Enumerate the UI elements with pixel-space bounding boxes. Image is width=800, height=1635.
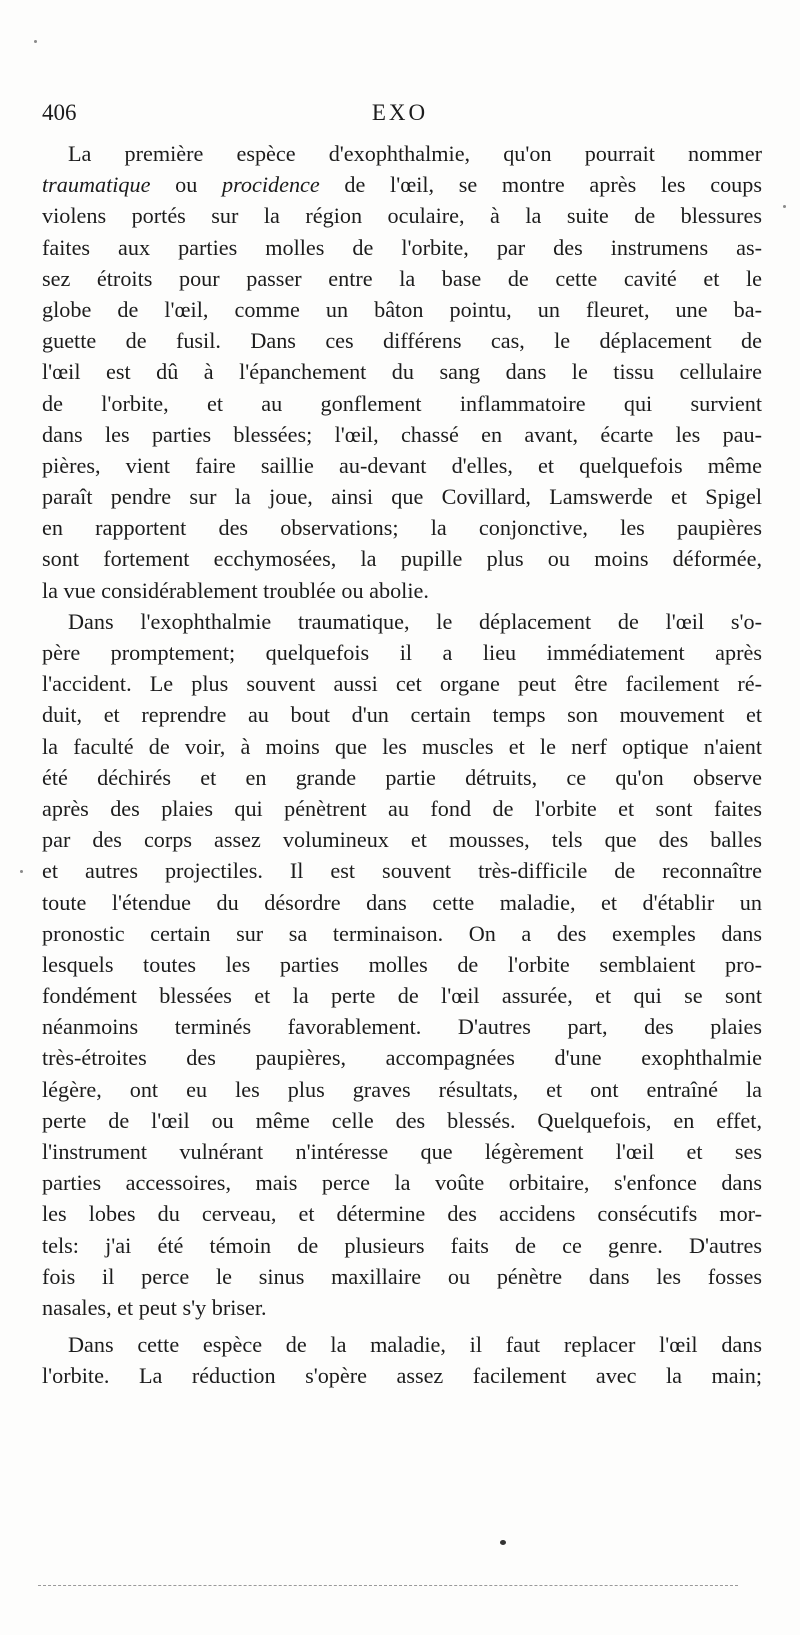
text-line: l'instrument vulnérant n'intéresse que légèrement l'œil et ses — [42, 1139, 762, 1164]
text-line: parties accessoires, mais perce la voûte orbitaire, s'enfonce dans — [42, 1170, 762, 1196]
text-line: légère, ont eu les plus graves résultats, et ont entraîné la — [42, 1076, 762, 1102]
body-text — [42, 138, 762, 1392]
paragraph-3 — [42, 1329, 762, 1391]
text-line: duit, et reprendre au bout d'un certain temps son mouvement et — [42, 702, 762, 728]
text-line: sez étroits pour passer entre la base de cette cavité et le — [42, 265, 762, 291]
text-line: très-étroites des paupières, accompagnées d'une exophthalmie — [42, 1045, 762, 1071]
scan-speck — [20, 870, 23, 873]
scan-speck — [500, 1540, 506, 1545]
text-line: toute l'étendue du désordre dans cette maladie, et d'établir un — [42, 889, 762, 915]
text-line: par des corps assez volumineux et mousses, tels que des balles — [42, 827, 762, 853]
text-line: violens portés sur la région oculaire, à la suite de blessures — [42, 203, 762, 229]
text-line: dans les parties blessées; l'œil, chassé en avant, écarte les pau- — [42, 421, 762, 447]
text-line: Dans l'exophthalmie traumatique, le déplacement de l'œil s'o- — [68, 608, 762, 634]
text-line: perte de l'œil ou même celle des blessés. Quelquefois, en effet, — [42, 1107, 762, 1133]
text-line: l'œil est dû à l'épanchement du sang dans le tissu cellulaire — [42, 359, 762, 385]
text-line: guette de fusil. Dans ces différens cas, le déplacement de — [42, 328, 762, 354]
page-number: 406 — [42, 100, 77, 125]
text-line: en rapportent des observations; la conjonctive, les paupières — [42, 515, 762, 541]
text-line: de l'orbite, et au gonflement inflammatoire qui survient — [42, 390, 762, 416]
text-line: la faculté de voir, à moins que les muscles et le nerf optique n'aient — [42, 733, 762, 759]
text-line: fois il perce le sinus maxillaire ou pénètre dans les fosses — [42, 1263, 762, 1289]
italic-term: traumatique — [42, 172, 151, 198]
text-line: l'orbite. La réduction s'opère assez facilement avec la main; — [42, 1363, 762, 1389]
text-line: la vue considérablement troublée ou abolie. — [42, 577, 429, 603]
paragraph-1 — [42, 138, 762, 606]
text-line: Dans cette espèce de la maladie, il faut replacer l'œil dans — [68, 1332, 762, 1358]
text-line: père promptement; quelquefois il a lieu immédiatement après — [42, 640, 762, 665]
text-line: après des plaies qui pénètrent au fond de l'orbite et sont faites — [42, 795, 762, 821]
text-fragment: ou — [150, 172, 222, 198]
text-line: paraît pendre sur la joue, ainsi que Covillard, Lamswerde et Spigel — [42, 484, 762, 510]
text-line: pières, vient faire saillie au-devant d'elles, et quelquefois même — [42, 452, 762, 478]
text-line: et autres projectiles. Il est souvent très-difficile de reconnaître — [42, 858, 762, 884]
text-line: La première espèce d'exophthalmie, qu'on pourrait nommer — [68, 141, 762, 166]
text-line — [42, 169, 762, 200]
text-line: pronostic certain sur sa terminaison. On a des exemples dans — [42, 920, 762, 946]
scan-noise-line — [38, 1585, 738, 1586]
text-line: nasales, et peut s'y briser. — [42, 1294, 267, 1320]
text-line: fondément blessées et la perte de l'œil assurée, et qui se sont — [42, 983, 762, 1009]
text-line: été déchirés et en grande partie détruits, ce qu'on observe — [42, 764, 762, 790]
text-line: les lobes du cerveau, et détermine des accidens consécutifs mor- — [42, 1201, 762, 1227]
text-line: néanmoins terminés favorablement. D'autres part, des plaies — [42, 1014, 762, 1040]
text-line: sont fortement ecchymosées, la pupille plus ou moins déformée, — [42, 546, 762, 572]
paragraph-2 — [42, 606, 762, 1323]
text-fragment: de l'œil, se montre après les coups — [319, 172, 762, 198]
text-line: tels: j'ai été témoin de plusieurs faits de ce genre. D'autres — [42, 1232, 762, 1258]
running-head — [42, 100, 758, 132]
scan-speck — [34, 40, 37, 43]
text-line: l'accident. Le plus souvent aussi cet organe peut être facilement ré- — [42, 671, 762, 697]
text-line: lesquels toutes les parties molles de l'orbite semblaient pro- — [42, 951, 762, 977]
text-line: globe de l'œil, comme un bâton pointu, un fleuret, une ba- — [42, 296, 762, 322]
text-line: faites aux parties molles de l'orbite, par des instrumens as- — [42, 234, 762, 260]
running-title: EXO — [371, 100, 429, 125]
scan-speck — [783, 205, 786, 208]
italic-term: procidence — [222, 172, 320, 198]
